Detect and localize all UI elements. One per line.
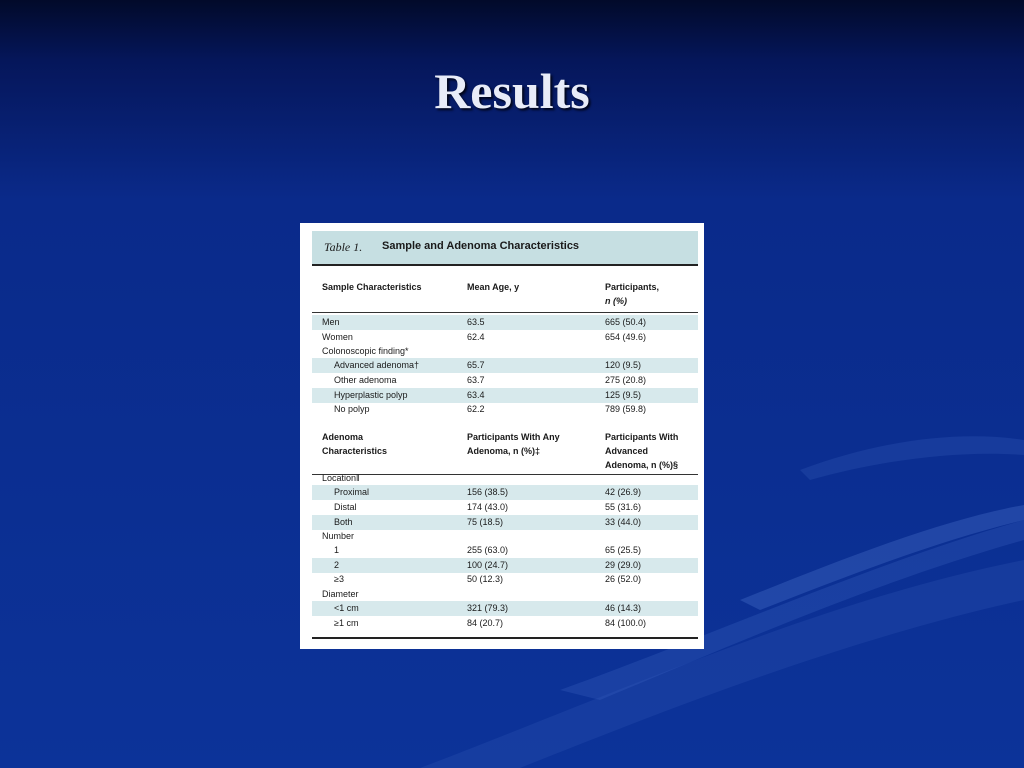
table-row [312,515,698,530]
header-line: Adenoma, n (%)§ [605,460,679,470]
results-table [300,223,704,649]
table-row [312,616,698,631]
header-line: Characteristics [322,446,388,456]
mean-age-value: 62.4 [467,332,485,342]
table-row [312,330,698,345]
header-mean-age: Mean Age, y [467,282,520,292]
header-rule [312,312,698,313]
row-label: 2 [334,560,340,570]
table-row [312,529,698,544]
table-row [312,500,698,515]
table-row [312,388,698,403]
header-sample-characteristics: Sample Characteristics [322,282,422,292]
any-adenoma-value: 75 (18.5) [467,517,504,527]
mean-age-value: 65.7 [467,360,485,370]
participants-value: 789 (59.8) [605,404,647,414]
any-adenoma-value: 100 (24.7) [467,560,509,570]
row-label: Colonoscopic finding* [322,346,409,356]
header-any-adenoma [467,430,560,458]
row-label: Distal [334,502,357,512]
row-label: ≥1 cm [334,618,359,628]
row-label: <1 cm [334,603,359,613]
table-row [312,558,698,573]
table-row [312,543,698,558]
header-participants: Participants, [605,282,660,292]
advanced-adenoma-value: 84 (100.0) [605,618,647,628]
mean-age-value: 63.5 [467,317,485,327]
header-participants-n: n (%) [605,296,627,306]
table-row [312,471,698,486]
mean-age-value: 63.7 [467,375,485,385]
advanced-adenoma-value: 33 (44.0) [605,517,642,527]
row-label: Men [322,317,340,327]
table-row [312,344,698,359]
row-label: Women [322,332,353,342]
table-row [312,587,698,602]
participants-value: 125 (9.5) [605,390,642,400]
row-label: Number [322,531,355,541]
advanced-adenoma-value: 29 (29.0) [605,560,642,570]
table-bottom-rule [312,637,698,639]
table-header-bar [312,231,698,266]
any-adenoma-value: 50 (12.3) [467,574,504,584]
header-line: Adenoma [322,432,364,442]
header-line: Participants With [605,432,679,442]
advanced-adenoma-value: 42 (26.9) [605,487,642,497]
any-adenoma-value: 321 (79.3) [467,603,509,613]
row-label: Advanced adenoma† [334,360,420,370]
participants-value: 275 (20.8) [605,375,647,385]
participants-value: 654 (49.6) [605,332,647,342]
participants-value: 665 (50.4) [605,317,647,327]
header-line: Advanced [605,446,649,456]
row-label: Other adenoma [334,375,397,385]
slide-title: Results [434,63,590,119]
mean-age-value: 62.2 [467,404,485,414]
row-label: Location‖ [322,473,360,483]
row-label: 1 [334,545,340,555]
table-row [312,402,698,417]
any-adenoma-value: 174 (43.0) [467,502,509,512]
table-row [312,315,698,330]
row-label: Hyperplastic polyp [334,390,408,400]
table-label: Table 1. [324,240,363,254]
row-label: Diameter [322,589,359,599]
table-caption: Sample and Adenoma Characteristics [382,240,580,252]
header-line: Adenoma, n (%)‡ [467,446,541,456]
table-row [312,572,698,587]
advanced-adenoma-value: 26 (52.0) [605,574,642,584]
table-row [312,601,698,616]
table-row [312,485,698,500]
any-adenoma-value: 84 (20.7) [467,618,504,628]
row-label: Both [334,517,353,527]
header-adenoma-characteristics [322,430,387,458]
mean-age-value: 63.4 [467,390,485,400]
table-row [312,373,698,388]
header-advanced-adenoma [605,430,678,472]
any-adenoma-value: 156 (38.5) [467,487,509,497]
any-adenoma-value: 255 (63.0) [467,545,509,555]
table-row [312,358,698,373]
advanced-adenoma-value: 55 (31.6) [605,502,642,512]
row-label: No polyp [334,404,370,414]
advanced-adenoma-value: 65 (25.5) [605,545,642,555]
participants-value: 120 (9.5) [605,360,642,370]
advanced-adenoma-value: 46 (14.3) [605,603,642,613]
row-label: Proximal [334,487,370,497]
header-line: Participants With Any [467,432,560,442]
row-label: ≥3 [334,574,344,584]
